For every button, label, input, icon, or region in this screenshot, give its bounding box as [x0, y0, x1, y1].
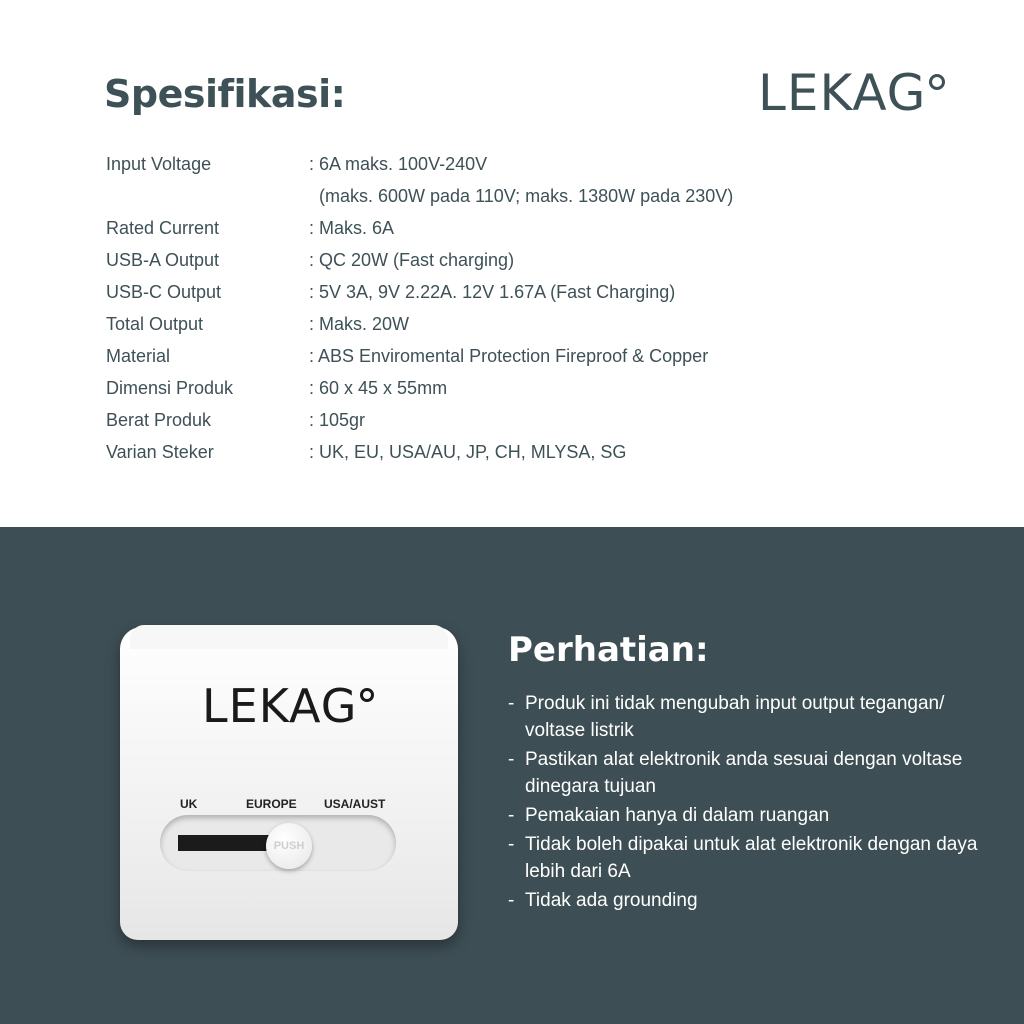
spec-value: : Maks. 6A: [309, 217, 395, 238]
spec-row: [106, 244, 926, 276]
spec-label: Total Output: [106, 313, 204, 334]
plug-label-uk: UK: [180, 797, 198, 811]
spec-value: : 6A maks. 100V-240V: [309, 153, 488, 174]
brand-logo: [758, 64, 945, 122]
logo-ring-icon: [929, 74, 945, 90]
spec-value: : 60 x 45 x 55mm: [309, 377, 448, 398]
spec-label: Input Voltage: [106, 153, 212, 174]
spec-row: [106, 212, 926, 244]
notice-item: - Produk ini tidak mengubah input output tegangan/ voltase listrik: [508, 690, 1008, 744]
spec-value: : 5V 3A, 9V 2.22A. 12V 1.67A (Fast Charging): [309, 281, 676, 302]
spec-label: Material: [106, 345, 171, 366]
notice-item: - Tidak ada grounding: [508, 887, 1008, 914]
spec-row: [106, 372, 926, 404]
spec-value: (maks. 600W pada 110V; maks. 1380W pada 230V): [319, 185, 734, 206]
device-top-cap: [130, 625, 448, 649]
spec-row: [106, 180, 926, 212]
plug-label-usa: USA/AUST: [324, 797, 386, 811]
spec-label: Dimensi Produk: [106, 377, 234, 398]
push-label: PUSH: [273, 840, 305, 852]
brand-logo-text: LEKAG: [758, 64, 927, 122]
product-image: [120, 627, 460, 942]
spec-row: [106, 436, 926, 468]
notice-item: - Pemakaian hanya di dalam ruangan: [508, 802, 1008, 829]
spec-label: Rated Current: [106, 217, 220, 238]
spec-value: : Maks. 20W: [309, 313, 410, 334]
notice-item: - Pastikan alat elektronik anda sesuai dengan voltase dinegara tujuan: [508, 746, 1008, 800]
spec-row: [106, 308, 926, 340]
plug-slider-window: [178, 835, 278, 851]
spec-label: USB-A Output: [106, 249, 220, 270]
spec-value: : UK, EU, USA/AU, JP, CH, MLYSA, SG: [309, 441, 627, 462]
spec-row: [106, 340, 926, 372]
device-logo: [202, 679, 374, 733]
spec-label: Berat Produk: [106, 409, 212, 430]
device-logo-ring-icon: [360, 688, 374, 702]
travel-adapter-device: [120, 627, 458, 940]
spec-value: : ABS Enviromental Protection Fireproof & Copper: [309, 345, 709, 366]
spec-title: Spesifikasi:: [104, 72, 346, 116]
plug-label-europe: EUROPE: [246, 797, 297, 811]
spec-row: [106, 276, 926, 308]
spec-value: : 105gr: [309, 409, 366, 430]
spec-table: [106, 148, 926, 468]
notice-item: - Tidak boleh dipakai untuk alat elektronik dengan daya lebih dari 6A: [508, 831, 1008, 885]
spec-label: USB-C Output: [106, 281, 222, 302]
spec-row: [106, 404, 926, 436]
device-logo-text: LEKAG: [202, 679, 358, 733]
notice-list: [508, 690, 1008, 916]
notice-title: Perhatian:: [508, 630, 709, 670]
spec-label: Varian Steker: [106, 441, 214, 462]
spec-row: [106, 148, 926, 180]
spec-value: : QC 20W (Fast charging): [309, 249, 515, 270]
push-slider-knob: [266, 823, 312, 869]
